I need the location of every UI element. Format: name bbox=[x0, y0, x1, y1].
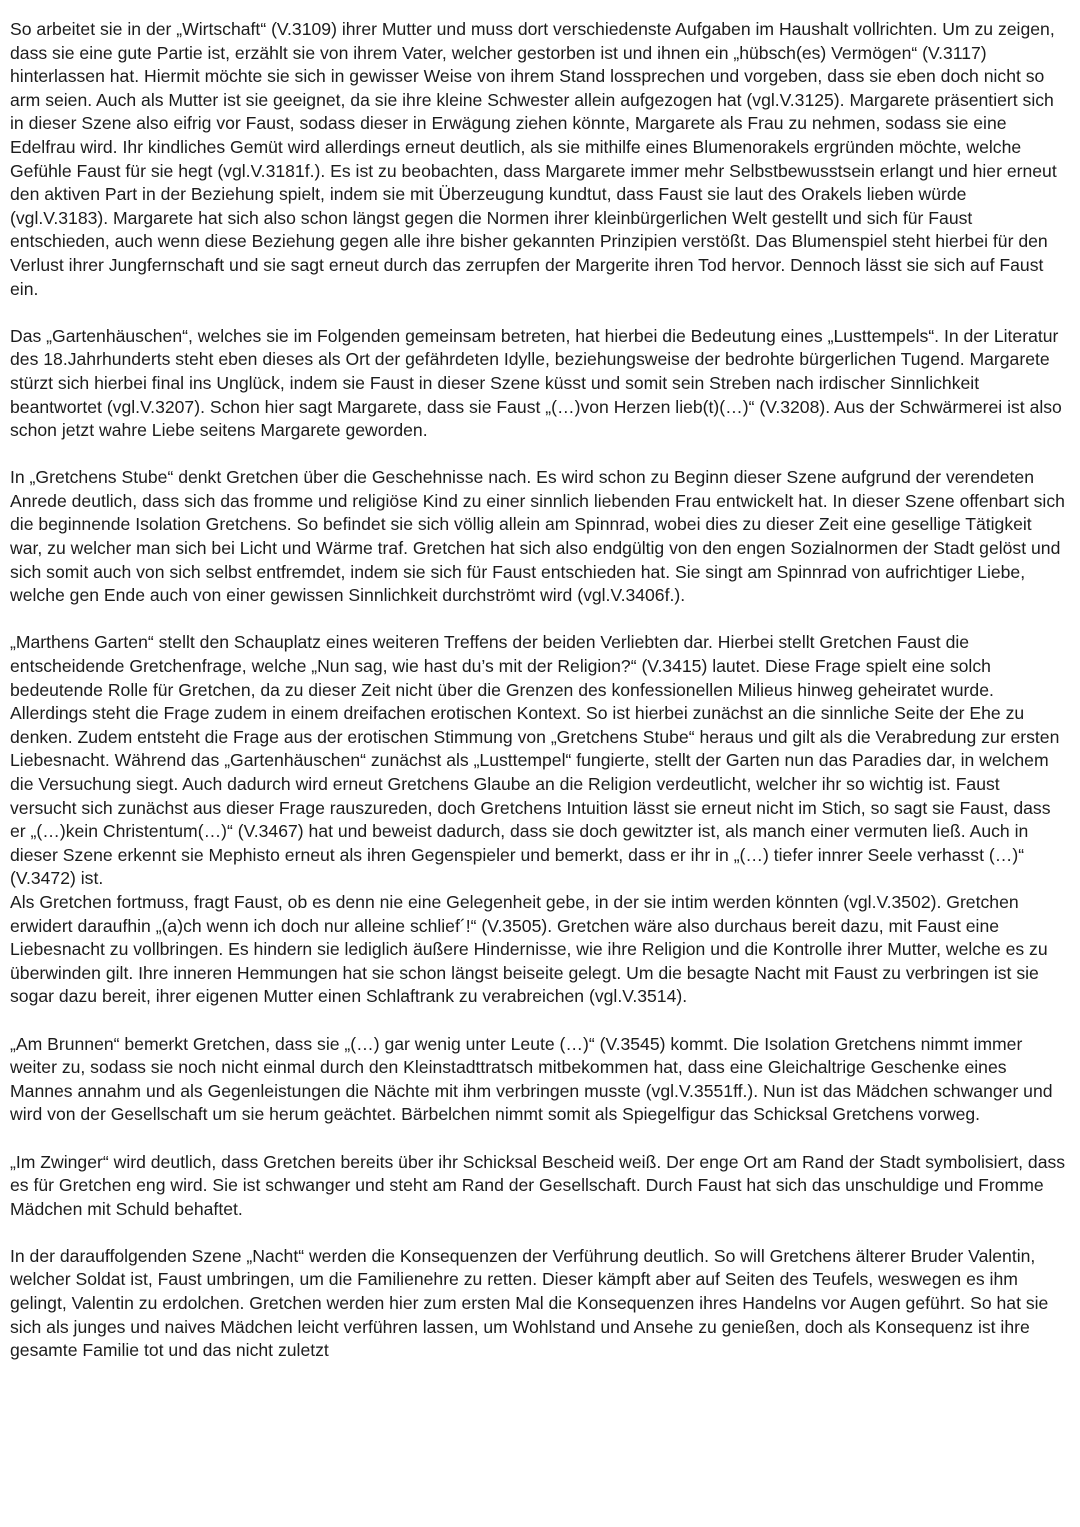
paragraph-wirtschaft: So arbeitet sie in der „Wirtschaft“ (V.3109) ihrer Mutter und muss dort verschiedenste Aufgaben im Haushalt vollrichten. Um zu zeigen, dass sie eine gute Partie ist, erzählt sie von ihrem Vater, welcher gestorben ist und ihnen ein „hübsch(es) Vermögen“ (V.3117) hinterlassen hat. Hiermit möchte sie sich in gewisser Weise von ihrem Stand lossprechen und vorgeben, dass sie eben doch nicht so arm seien. Auch als Mutter ist sie geeignet, da sie ihre kleine Schwester allein aufgezogen hat (vgl.V.3125). Margarete präsentiert sich in dieser Szene also eifrig vor Faust, sodass dieser in Erwägung ziehen könnte, Margarete als Frau zu nehmen, sodass sie eine Edelfrau wird. Ihr kindliches Gemüt wird allerdings erneut deutlich, als sie mithilfe eines Blumenorakels ergründen möchte, welche Gefühle Faust für sie hegt (vgl.V.3181f.). Es ist zu beobachten, dass Margarete immer mehr Selbstbewusstsein erlangt und hier erneut den aktiven Part in der Beziehung spielt, indem sie mit Überzeugung kundtut, dass Faust sie laut des Orakels lieben würde (vgl.V.3183). Margarete hat sich also schon längst gegen die Normen ihrer kleinbürgerlichen Welt gestellt und sich für Faust entschieden, auch wenn diese Beziehung gegen alle ihre bisher gekannten Prinzipien verstößt. Das Blumenspiel steht hierbei für den Verlust ihrer Jungfernschaft und sie sagt erneut durch das zerrupfen der Margerite ihren Tod hervor. Dennoch lässt sie sich auf Faust ein. bbox=[10, 19, 1057, 299]
paragraph-gretchen-fortmuss: Als Gretchen fortmuss, fragt Faust, ob es denn nie eine Gelegenheit gebe, in der sie intim werden könnten (vgl.V.3502). Gretchen erwidert daraufhin „(a)ch wenn ich doch nur alleine schlief´!“ (V.3505). Gretchen wäre also durchaus bereit dazu, mit Faust eine Liebesnacht zu vollbringen. Es hindern sie lediglich äußere Hindernisse, wie ihre Religion und die Kontrolle ihrer Mutter, welche es zu überwinden gilt. Ihre inneren Hemmungen hat sie schon längst beiseite gelegt. Um die besagte Nacht mit Faust zu verbringen ist sie sogar dazu bereit, ihrer eigenen Mutter einen Schlaftrank zu verabreichen (vgl.V.3514). bbox=[10, 891, 1048, 1007]
paragraph-marthens-garten: „Marthens Garten“ stellt den Schauplatz eines weiteren Treffens der beiden Verliebten dar. Hierbei stellt Gretchen Faust die entscheidende Gretchenfrage, welche „Nun sag, wie hast du’s mit der Religion?“ (V.3415) lautet. Diese Frage spielt eine solch bedeutende Rolle für Gretchen, da zu dieser Zeit nicht über die Grenzen des konfessionellen Milieus hinweg geheiratet wurde. Allerdings steht die Frage zudem in einem dreifachen erotischen Kontext. So ist hierbei zunächst an die sinnliche Seite der Ehe zu denken. Zudem entsteht die Frage aus der erotischen Stimmung von „Gretchens Stube“ heraus und gilt als die Verabredung zur ersten Liebesnacht. Während das „Gartenhäuschen“ zunächst als „Lusttempel“ fungierte, stellt der Garten nun das Paradies dar, in welchem die Versuchung siegt. Auch dadurch wird erneut Gretchens Glaube an die Religion verdeutlicht, welcher ihr so wichtig ist. Faust versucht sich zunächst aus dieser Frage rauszureden, doch Gretchens Intuition lässt sie erneut nicht im Stich, so sagt sie Faust, dass er „(…)kein Christentum(…)“ (V.3467) hat und beweist dadurch, dass sie doch gewitzter ist, als manch einer vermuten ließ. Auch in dieser Szene erkennt sie Mephisto erneut als ihren Gegenspieler und bemerkt, dass er ihr in „(…) tiefer innrer Seele verhasst (…)“ (V.3472) ist. bbox=[10, 632, 1060, 889]
paragraph-gartenhaeuschen: Das „Gartenhäuschen“, welches sie im Folgenden gemeinsam betreten, hat hierbei die Bedeutung eines „Lusttempels“. In der Literatur des 18.Jahrhunderts steht eben dieses als Ort der gefährdeten Idylle, beziehungsweise der bedrohte bürgerlichen Tugend. Margarete stürzt sich hierbei final ins Unglück, indem sie Faust in dieser Szene küsst und somit sein Streben nach irdischer Sinnlichkeit beantwortet (vgl.V.3207). Schon hier sagt Margarete, dass sie Faust „(…)von Herzen lieb(t)(…)“ (V.3208). Aus der Schwärmerei ist also schon jetzt wahre Liebe seitens Margarete geworden. bbox=[10, 325, 1062, 441]
paragraph-nacht: In der darauffolgenden Szene „Nacht“ werden die Konsequenzen der Verführung deutlich. So will Gretchens älterer Bruder Valentin, welcher Soldat ist, Faust umbringen, um die Familienehre zu retten. Dieser kämpft aber auf Seiten des Teufels, weswegen es ihm gelingt, Valentin zu erdolchen. Gretchen werden hier zum ersten Mal die Konsequenzen ihres Handelns vor Augen geführt. So hat sie sich als junges und naives Mädchen leicht verführen lassen, um Wohlstand und Ansehe zu genießen, doch als Konsequenz ist ihre gesamte Familie tot und das nicht zuletzt bbox=[10, 1245, 1049, 1361]
document-page bbox=[10, 18, 1068, 1363]
paragraph-am-brunnen: „Am Brunnen“ bemerkt Gretchen, dass sie „(…) gar wenig unter Leute (…)“ (V.3545) kommt. Die Isolation Gretchens nimmt immer weiter zu, sodass sie noch nicht einmal durch den Kleinstadttratsch mitbekommen hat, dass eine Gleichaltrige Geschenke eines Mannes annahm und als Gegenleistungen die Nächte mit ihm verbringen musste (vgl.V.3551ff.). Nun ist das Mädchen schwanger und wird von der Gesellschaft um sie herum geächtet. Bärbelchen nimmt somit als Spiegelfigur das Schicksal Gretchens vorweg. bbox=[10, 1033, 1053, 1125]
paragraph-im-zwinger: „Im Zwinger“ wird deutlich, dass Gretchen bereits über ihr Schicksal Bescheid weiß. Der enge Ort am Rand der Stadt symbolisiert, dass es für Gretchen eng wird. Sie ist schwanger und steht am Rand der Gesellschaft. Durch Faust hat sich das unschuldige und Fromme Mädchen mit Schuld behaftet. bbox=[10, 1151, 1066, 1219]
paragraph-gretchens-stube: In „Gretchens Stube“ denkt Gretchen über die Geschehnisse nach. Es wird schon zu Beginn dieser Szene aufgrund der verendeten Anrede deutlich, dass sich das fromme und religiöse Kind zu einer sinnlich liebenden Frau entwickelt hat. In dieser Szene offenbart sich die beginnende Isolation Gretchens. So befindet sie sich völlig allein am Spinnrad, wobei dies zu dieser Zeit eine gesellige Tätigkeit war, zu welcher man sich bei Licht und Wärme traf. Gretchen hat sich also endgültig von den engen Sozialnormen der Stadt gelöst und sich somit auch von sich selbst entfremdet, indem sie sich für Faust entschieden hat. Sie singt am Spinnrad von aufrichtiger Liebe, welche gen Ende auch von einer gewissen Sinnlichkeit durchströmt wird (vgl.V.3406f.). bbox=[10, 467, 1065, 606]
